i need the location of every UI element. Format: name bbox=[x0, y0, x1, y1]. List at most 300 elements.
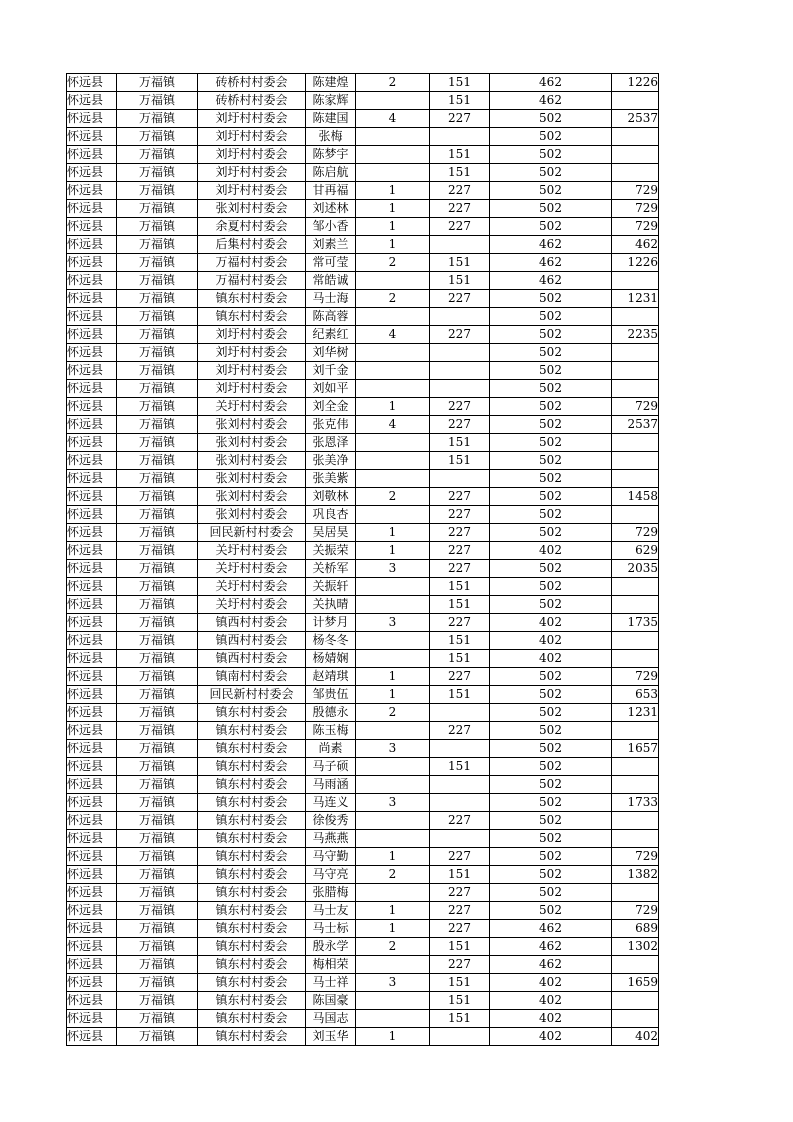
amount-b-cell: 502 bbox=[490, 596, 612, 614]
total-cell bbox=[612, 92, 659, 110]
amount-b-cell: 502 bbox=[490, 110, 612, 128]
town-cell: 万福镇 bbox=[117, 1028, 198, 1046]
amount-a-cell: 151 bbox=[430, 272, 490, 290]
amount-a-cell: 227 bbox=[430, 722, 490, 740]
town-cell: 万福镇 bbox=[117, 452, 198, 470]
county-cell: 怀远县 bbox=[67, 452, 117, 470]
name-cell: 邹贵伍 bbox=[306, 686, 356, 704]
table-row bbox=[67, 326, 659, 344]
amount-a-cell: 227 bbox=[430, 506, 490, 524]
town-cell: 万福镇 bbox=[117, 164, 198, 182]
amount-a-cell: 227 bbox=[430, 218, 490, 236]
count-cell bbox=[356, 380, 430, 398]
amount-a-cell: 151 bbox=[430, 164, 490, 182]
total-cell bbox=[612, 650, 659, 668]
county-cell: 怀远县 bbox=[67, 758, 117, 776]
town-cell: 万福镇 bbox=[117, 902, 198, 920]
town-cell: 万福镇 bbox=[117, 866, 198, 884]
amount-b-cell: 502 bbox=[490, 164, 612, 182]
table-row bbox=[67, 524, 659, 542]
count-cell bbox=[356, 128, 430, 146]
table-row bbox=[67, 1028, 659, 1046]
count-cell: 1 bbox=[356, 524, 430, 542]
count-cell: 4 bbox=[356, 326, 430, 344]
amount-b-cell: 502 bbox=[490, 290, 612, 308]
total-cell bbox=[612, 164, 659, 182]
town-cell: 万福镇 bbox=[117, 470, 198, 488]
county-cell: 怀远县 bbox=[67, 560, 117, 578]
amount-a-cell bbox=[430, 236, 490, 254]
county-cell: 怀远县 bbox=[67, 92, 117, 110]
name-cell: 张美净 bbox=[306, 452, 356, 470]
amount-b-cell: 462 bbox=[490, 272, 612, 290]
table-row bbox=[67, 434, 659, 452]
village-cell: 张刘村村委会 bbox=[198, 470, 306, 488]
name-cell: 尚素 bbox=[306, 740, 356, 758]
county-cell: 怀远县 bbox=[67, 704, 117, 722]
count-cell: 3 bbox=[356, 614, 430, 632]
amount-a-cell: 227 bbox=[430, 416, 490, 434]
name-cell: 陈国豪 bbox=[306, 992, 356, 1010]
table-row bbox=[67, 974, 659, 992]
table-row bbox=[67, 92, 659, 110]
table-row bbox=[67, 812, 659, 830]
table-row bbox=[67, 632, 659, 650]
name-cell: 巩良杏 bbox=[306, 506, 356, 524]
count-cell bbox=[356, 470, 430, 488]
county-cell: 怀远县 bbox=[67, 542, 117, 560]
amount-a-cell: 227 bbox=[430, 290, 490, 308]
count-cell: 1 bbox=[356, 686, 430, 704]
county-cell: 怀远县 bbox=[67, 506, 117, 524]
county-cell: 怀远县 bbox=[67, 974, 117, 992]
amount-b-cell: 502 bbox=[490, 146, 612, 164]
village-cell: 镇东村村委会 bbox=[198, 920, 306, 938]
county-cell: 怀远县 bbox=[67, 308, 117, 326]
name-cell: 常皓诚 bbox=[306, 272, 356, 290]
count-cell: 1 bbox=[356, 668, 430, 686]
village-cell: 刘圩村村委会 bbox=[198, 326, 306, 344]
town-cell: 万福镇 bbox=[117, 542, 198, 560]
name-cell: 陈家辉 bbox=[306, 92, 356, 110]
name-cell: 徐俊秀 bbox=[306, 812, 356, 830]
county-cell: 怀远县 bbox=[67, 74, 117, 92]
amount-b-cell: 402 bbox=[490, 614, 612, 632]
village-cell: 关圩村村委会 bbox=[198, 578, 306, 596]
amount-a-cell: 151 bbox=[430, 758, 490, 776]
town-cell: 万福镇 bbox=[117, 830, 198, 848]
table-row bbox=[67, 830, 659, 848]
amount-a-cell: 151 bbox=[430, 686, 490, 704]
amount-a-cell bbox=[430, 380, 490, 398]
amount-a-cell: 227 bbox=[430, 110, 490, 128]
county-cell: 怀远县 bbox=[67, 992, 117, 1010]
name-cell: 马士祥 bbox=[306, 974, 356, 992]
village-cell: 镇东村村委会 bbox=[198, 938, 306, 956]
total-cell bbox=[612, 272, 659, 290]
village-cell: 镇东村村委会 bbox=[198, 776, 306, 794]
total-cell: 1231 bbox=[612, 290, 659, 308]
amount-b-cell: 502 bbox=[490, 830, 612, 848]
amount-a-cell bbox=[430, 704, 490, 722]
village-cell: 万福村村委会 bbox=[198, 254, 306, 272]
amount-a-cell: 227 bbox=[430, 920, 490, 938]
village-cell: 镇西村村委会 bbox=[198, 614, 306, 632]
name-cell: 吴居昊 bbox=[306, 524, 356, 542]
table-row bbox=[67, 542, 659, 560]
total-cell: 689 bbox=[612, 920, 659, 938]
table-row bbox=[67, 452, 659, 470]
village-cell: 镇东村村委会 bbox=[198, 812, 306, 830]
table-row bbox=[67, 866, 659, 884]
village-cell: 镇东村村委会 bbox=[198, 902, 306, 920]
total-cell: 729 bbox=[612, 848, 659, 866]
count-cell bbox=[356, 272, 430, 290]
table-row bbox=[67, 110, 659, 128]
amount-a-cell: 151 bbox=[430, 452, 490, 470]
town-cell: 万福镇 bbox=[117, 938, 198, 956]
county-cell: 怀远县 bbox=[67, 614, 117, 632]
name-cell: 马士友 bbox=[306, 902, 356, 920]
amount-a-cell bbox=[430, 308, 490, 326]
town-cell: 万福镇 bbox=[117, 1010, 198, 1028]
name-cell: 梅相荣 bbox=[306, 956, 356, 974]
count-cell bbox=[356, 722, 430, 740]
amount-b-cell: 502 bbox=[490, 398, 612, 416]
amount-b-cell: 502 bbox=[490, 722, 612, 740]
village-cell: 张刘村村委会 bbox=[198, 506, 306, 524]
count-cell: 1 bbox=[356, 1028, 430, 1046]
amount-b-cell: 502 bbox=[490, 128, 612, 146]
table-row bbox=[67, 740, 659, 758]
total-cell bbox=[612, 308, 659, 326]
town-cell: 万福镇 bbox=[117, 344, 198, 362]
table-row bbox=[67, 614, 659, 632]
total-cell bbox=[612, 1010, 659, 1028]
table-row bbox=[67, 236, 659, 254]
table-row bbox=[67, 218, 659, 236]
town-cell: 万福镇 bbox=[117, 434, 198, 452]
total-cell bbox=[612, 992, 659, 1010]
name-cell: 刘全金 bbox=[306, 398, 356, 416]
town-cell: 万福镇 bbox=[117, 308, 198, 326]
village-cell: 镇东村村委会 bbox=[198, 848, 306, 866]
table-row bbox=[67, 164, 659, 182]
amount-a-cell: 227 bbox=[430, 200, 490, 218]
village-cell: 镇东村村委会 bbox=[198, 974, 306, 992]
total-cell bbox=[612, 812, 659, 830]
amount-b-cell: 462 bbox=[490, 236, 612, 254]
amount-a-cell: 227 bbox=[430, 956, 490, 974]
total-cell bbox=[612, 344, 659, 362]
amount-b-cell: 402 bbox=[490, 1028, 612, 1046]
name-cell: 刘玉华 bbox=[306, 1028, 356, 1046]
amount-b-cell: 502 bbox=[490, 344, 612, 362]
town-cell: 万福镇 bbox=[117, 650, 198, 668]
village-cell: 镇东村村委会 bbox=[198, 830, 306, 848]
village-cell: 镇东村村委会 bbox=[198, 704, 306, 722]
name-cell: 马士海 bbox=[306, 290, 356, 308]
amount-a-cell bbox=[430, 344, 490, 362]
town-cell: 万福镇 bbox=[117, 632, 198, 650]
village-cell: 刘圩村村委会 bbox=[198, 164, 306, 182]
amount-b-cell: 502 bbox=[490, 434, 612, 452]
village-cell: 砖桥村村委会 bbox=[198, 92, 306, 110]
county-cell: 怀远县 bbox=[67, 128, 117, 146]
village-cell: 回民新村村委会 bbox=[198, 686, 306, 704]
county-cell: 怀远县 bbox=[67, 182, 117, 200]
count-cell bbox=[356, 506, 430, 524]
count-cell bbox=[356, 452, 430, 470]
town-cell: 万福镇 bbox=[117, 740, 198, 758]
total-cell bbox=[612, 884, 659, 902]
count-cell: 1 bbox=[356, 542, 430, 560]
total-cell: 1231 bbox=[612, 704, 659, 722]
town-cell: 万福镇 bbox=[117, 326, 198, 344]
total-cell bbox=[612, 434, 659, 452]
amount-a-cell: 227 bbox=[430, 398, 490, 416]
count-cell: 1 bbox=[356, 848, 430, 866]
village-cell: 张刘村村委会 bbox=[198, 416, 306, 434]
town-cell: 万福镇 bbox=[117, 614, 198, 632]
county-cell: 怀远县 bbox=[67, 1028, 117, 1046]
amount-b-cell: 502 bbox=[490, 866, 612, 884]
count-cell bbox=[356, 812, 430, 830]
town-cell: 万福镇 bbox=[117, 506, 198, 524]
name-cell: 张腊梅 bbox=[306, 884, 356, 902]
village-cell: 张刘村村委会 bbox=[198, 452, 306, 470]
total-cell bbox=[612, 506, 659, 524]
amount-b-cell: 502 bbox=[490, 218, 612, 236]
total-cell bbox=[612, 830, 659, 848]
amount-a-cell bbox=[430, 830, 490, 848]
name-cell: 刘敬林 bbox=[306, 488, 356, 506]
town-cell: 万福镇 bbox=[117, 596, 198, 614]
table-row bbox=[67, 884, 659, 902]
town-cell: 万福镇 bbox=[117, 578, 198, 596]
total-cell bbox=[612, 362, 659, 380]
amount-b-cell: 402 bbox=[490, 542, 612, 560]
village-cell: 镇西村村委会 bbox=[198, 650, 306, 668]
name-cell: 张克伟 bbox=[306, 416, 356, 434]
amount-b-cell: 502 bbox=[490, 578, 612, 596]
town-cell: 万福镇 bbox=[117, 380, 198, 398]
count-cell bbox=[356, 776, 430, 794]
amount-a-cell: 151 bbox=[430, 1010, 490, 1028]
village-cell: 镇东村村委会 bbox=[198, 758, 306, 776]
table-row bbox=[67, 722, 659, 740]
town-cell: 万福镇 bbox=[117, 668, 198, 686]
name-cell: 陈玉梅 bbox=[306, 722, 356, 740]
count-cell bbox=[356, 344, 430, 362]
town-cell: 万福镇 bbox=[117, 992, 198, 1010]
amount-b-cell: 502 bbox=[490, 902, 612, 920]
town-cell: 万福镇 bbox=[117, 884, 198, 902]
county-cell: 怀远县 bbox=[67, 686, 117, 704]
amount-b-cell: 502 bbox=[490, 452, 612, 470]
count-cell bbox=[356, 884, 430, 902]
village-cell: 后集村村委会 bbox=[198, 236, 306, 254]
count-cell: 1 bbox=[356, 200, 430, 218]
town-cell: 万福镇 bbox=[117, 686, 198, 704]
name-cell: 甘再福 bbox=[306, 182, 356, 200]
count-cell bbox=[356, 164, 430, 182]
county-cell: 怀远县 bbox=[67, 398, 117, 416]
table-row bbox=[67, 686, 659, 704]
name-cell: 刘华树 bbox=[306, 344, 356, 362]
name-cell: 陈启航 bbox=[306, 164, 356, 182]
total-cell bbox=[612, 128, 659, 146]
name-cell: 关执晴 bbox=[306, 596, 356, 614]
village-cell: 张刘村村委会 bbox=[198, 200, 306, 218]
amount-b-cell: 502 bbox=[490, 794, 612, 812]
name-cell: 计梦月 bbox=[306, 614, 356, 632]
county-cell: 怀远县 bbox=[67, 326, 117, 344]
town-cell: 万福镇 bbox=[117, 758, 198, 776]
name-cell: 马守亮 bbox=[306, 866, 356, 884]
county-cell: 怀远县 bbox=[67, 344, 117, 362]
town-cell: 万福镇 bbox=[117, 200, 198, 218]
village-cell: 万福村村委会 bbox=[198, 272, 306, 290]
total-cell: 2235 bbox=[612, 326, 659, 344]
amount-a-cell: 151 bbox=[430, 938, 490, 956]
amount-a-cell: 227 bbox=[430, 182, 490, 200]
total-cell: 729 bbox=[612, 902, 659, 920]
county-cell: 怀远县 bbox=[67, 884, 117, 902]
village-cell: 回民新村村委会 bbox=[198, 524, 306, 542]
amount-a-cell: 227 bbox=[430, 560, 490, 578]
name-cell: 杨冬冬 bbox=[306, 632, 356, 650]
name-cell: 马守勤 bbox=[306, 848, 356, 866]
total-cell: 729 bbox=[612, 182, 659, 200]
total-cell bbox=[612, 452, 659, 470]
county-cell: 怀远县 bbox=[67, 290, 117, 308]
county-cell: 怀远县 bbox=[67, 776, 117, 794]
table-row bbox=[67, 560, 659, 578]
count-cell: 1 bbox=[356, 902, 430, 920]
total-cell: 729 bbox=[612, 200, 659, 218]
name-cell: 马士标 bbox=[306, 920, 356, 938]
amount-b-cell: 502 bbox=[490, 668, 612, 686]
town-cell: 万福镇 bbox=[117, 794, 198, 812]
town-cell: 万福镇 bbox=[117, 218, 198, 236]
count-cell: 1 bbox=[356, 920, 430, 938]
county-cell: 怀远县 bbox=[67, 254, 117, 272]
total-cell: 729 bbox=[612, 524, 659, 542]
county-cell: 怀远县 bbox=[67, 110, 117, 128]
county-cell: 怀远县 bbox=[67, 812, 117, 830]
county-cell: 怀远县 bbox=[67, 380, 117, 398]
amount-b-cell: 502 bbox=[490, 884, 612, 902]
count-cell bbox=[356, 92, 430, 110]
count-cell bbox=[356, 956, 430, 974]
amount-a-cell: 151 bbox=[430, 146, 490, 164]
amount-b-cell: 502 bbox=[490, 200, 612, 218]
amount-a-cell: 227 bbox=[430, 668, 490, 686]
table-row bbox=[67, 920, 659, 938]
county-cell: 怀远县 bbox=[67, 236, 117, 254]
table-row bbox=[67, 74, 659, 92]
amount-b-cell: 402 bbox=[490, 1010, 612, 1028]
village-cell: 刘圩村村委会 bbox=[198, 344, 306, 362]
name-cell: 陈高蓉 bbox=[306, 308, 356, 326]
count-cell: 2 bbox=[356, 74, 430, 92]
table-row bbox=[67, 668, 659, 686]
name-cell: 刘如平 bbox=[306, 380, 356, 398]
amount-a-cell: 151 bbox=[430, 632, 490, 650]
town-cell: 万福镇 bbox=[117, 416, 198, 434]
village-cell: 镇东村村委会 bbox=[198, 866, 306, 884]
amount-b-cell: 402 bbox=[490, 974, 612, 992]
count-cell: 2 bbox=[356, 938, 430, 956]
town-cell: 万福镇 bbox=[117, 812, 198, 830]
amount-a-cell: 227 bbox=[430, 902, 490, 920]
town-cell: 万福镇 bbox=[117, 182, 198, 200]
town-cell: 万福镇 bbox=[117, 920, 198, 938]
total-cell: 2537 bbox=[612, 110, 659, 128]
amount-b-cell: 502 bbox=[490, 506, 612, 524]
amount-b-cell: 462 bbox=[490, 920, 612, 938]
name-cell: 关振轩 bbox=[306, 578, 356, 596]
amount-b-cell: 502 bbox=[490, 704, 612, 722]
village-cell: 镇东村村委会 bbox=[198, 1010, 306, 1028]
count-cell: 2 bbox=[356, 254, 430, 272]
total-cell bbox=[612, 632, 659, 650]
amount-a-cell: 151 bbox=[430, 974, 490, 992]
count-cell bbox=[356, 596, 430, 614]
name-cell: 纪素红 bbox=[306, 326, 356, 344]
total-cell bbox=[612, 722, 659, 740]
town-cell: 万福镇 bbox=[117, 362, 198, 380]
beneficiary-table bbox=[66, 73, 659, 1046]
table-row bbox=[67, 650, 659, 668]
amount-a-cell: 227 bbox=[430, 542, 490, 560]
amount-a-cell: 151 bbox=[430, 254, 490, 272]
table-row bbox=[67, 200, 659, 218]
amount-a-cell bbox=[430, 776, 490, 794]
village-cell: 刘圩村村委会 bbox=[198, 110, 306, 128]
count-cell bbox=[356, 992, 430, 1010]
amount-b-cell: 462 bbox=[490, 938, 612, 956]
total-cell: 1659 bbox=[612, 974, 659, 992]
amount-b-cell: 502 bbox=[490, 488, 612, 506]
county-cell: 怀远县 bbox=[67, 488, 117, 506]
count-cell: 3 bbox=[356, 740, 430, 758]
county-cell: 怀远县 bbox=[67, 434, 117, 452]
count-cell bbox=[356, 434, 430, 452]
amount-b-cell: 502 bbox=[490, 758, 612, 776]
table-row bbox=[67, 776, 659, 794]
table-row bbox=[67, 956, 659, 974]
count-cell: 3 bbox=[356, 560, 430, 578]
amount-b-cell: 502 bbox=[490, 776, 612, 794]
amount-a-cell: 151 bbox=[430, 650, 490, 668]
village-cell: 砖桥村村委会 bbox=[198, 74, 306, 92]
count-cell: 4 bbox=[356, 110, 430, 128]
county-cell: 怀远县 bbox=[67, 362, 117, 380]
table-row bbox=[67, 416, 659, 434]
amount-b-cell: 502 bbox=[490, 362, 612, 380]
town-cell: 万福镇 bbox=[117, 128, 198, 146]
amount-b-cell: 502 bbox=[490, 524, 612, 542]
count-cell bbox=[356, 362, 430, 380]
amount-b-cell: 402 bbox=[490, 632, 612, 650]
name-cell: 殷永学 bbox=[306, 938, 356, 956]
amount-b-cell: 502 bbox=[490, 848, 612, 866]
total-cell: 1458 bbox=[612, 488, 659, 506]
village-cell: 镇东村村委会 bbox=[198, 992, 306, 1010]
amount-a-cell bbox=[430, 470, 490, 488]
